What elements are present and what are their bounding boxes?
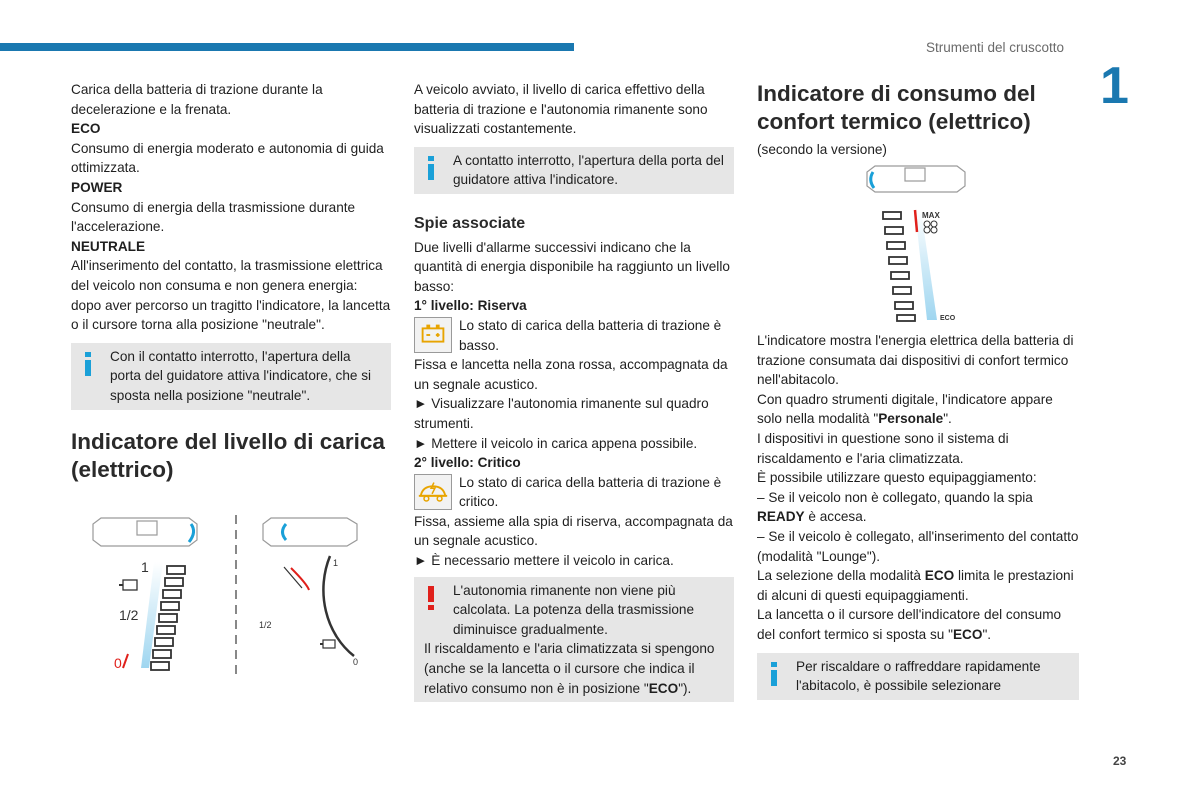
body-p3: I dispositivi in questione sono il sistema di riscaldamento e l'aria climatizzata. bbox=[757, 430, 1009, 466]
info-note-text: Con il contatto interrotto, l'apertura della porta del guidatore attiva l'indicatore, che si sposta nella posizione "neutrale". bbox=[110, 348, 372, 403]
info-icon bbox=[81, 352, 95, 376]
body-p4: È possibile utilizzare questo equipaggiamento: bbox=[757, 470, 1037, 486]
neutral-label: NEUTRALE bbox=[71, 238, 146, 254]
warning-note-text-2-pre: Il riscaldamento e l'aria climatizzata si spengono (anche se la lancetta o il cursore che indica il relativo consumo non è in posizione " bbox=[424, 641, 715, 696]
gauge-eco-label: ECO bbox=[940, 315, 956, 322]
gauge-label-one: 1 bbox=[141, 559, 149, 575]
level2-description: Lo stato di carica della batteria di trazione è critico. bbox=[459, 474, 722, 510]
info-icon bbox=[424, 156, 438, 180]
eco-label: ECO bbox=[71, 121, 101, 137]
version-subtitle: (secondo la versione) bbox=[757, 142, 887, 157]
level2-label: 2° livello: Critico bbox=[414, 455, 521, 471]
levels-intro: Due livelli d'allarme successivi indicano che la quantità di energia disponibile ha raggiunto un livello basso: bbox=[414, 239, 730, 294]
reserve-warning-icon bbox=[414, 317, 452, 353]
body-p5-post: è accesa. bbox=[804, 509, 867, 525]
body-p2 bbox=[757, 390, 1079, 429]
body-p2-post: ". bbox=[943, 411, 952, 427]
cluster-highlight-2 bbox=[283, 524, 287, 540]
gauge-label-zero: 0 bbox=[114, 655, 122, 671]
chapter-number: 1 bbox=[1100, 57, 1129, 115]
gauge-max-label: MAX bbox=[922, 211, 940, 220]
warning-note bbox=[414, 577, 734, 703]
warning-icon bbox=[424, 586, 438, 610]
column-2 bbox=[414, 80, 734, 702]
power-label: POWER bbox=[71, 179, 123, 195]
cluster-highlight bbox=[871, 172, 874, 188]
eco-text: Consumo di energia moderato e autonomia di guida ottimizzata. bbox=[71, 140, 384, 176]
level2-fixed: Fissa, assieme alla spia di riserva, accompagnata da un segnale acustico. bbox=[414, 513, 733, 549]
info-icon bbox=[767, 662, 781, 686]
column-3-body bbox=[757, 331, 1079, 700]
header-accent-bar bbox=[0, 43, 574, 51]
body-p2-bold: Personale bbox=[878, 411, 944, 427]
dial-label-half: 1/2 bbox=[259, 620, 272, 630]
cluster-display bbox=[905, 168, 925, 181]
info-note bbox=[414, 147, 734, 194]
charge-level-illustration bbox=[71, 510, 391, 680]
thermal-comfort-illustration bbox=[757, 160, 1079, 325]
level1-label: 1° livello: Riserva bbox=[414, 298, 527, 314]
associated-warnings-heading: Spie associate bbox=[414, 214, 526, 232]
regen-text: Carica della batteria di trazione durante la decelerazione e la frenata. bbox=[71, 82, 323, 117]
dial-arc bbox=[323, 556, 354, 656]
level1-description: Lo stato di carica della batteria di trazione è basso. bbox=[459, 317, 722, 353]
reserve-zone-mark bbox=[123, 654, 128, 668]
body-p2-pre: Con quadro strumenti digitale, l'indicatore appare solo nella modalità " bbox=[757, 391, 1053, 427]
body-p5 bbox=[757, 488, 1079, 527]
dial-label-one: 1 bbox=[333, 558, 339, 568]
body-p5-pre: – Se il veicolo non è collegato, quando la spia bbox=[757, 489, 1033, 505]
page-number: 23 bbox=[1113, 754, 1127, 768]
body-p8-post: ". bbox=[982, 626, 992, 642]
body-p6: – Se il veicolo è collegato, all'inserimento del contatto (modalità "Lounge"). bbox=[757, 528, 1079, 564]
neutral-text: All'inserimento del contatto, la trasmissione elettrica del veicolo non consuma e non genera energia: dopo aver percorso un tragitto l'indicatore, la lancetta o il cursore torna alla posizione "neutrale". bbox=[71, 258, 391, 333]
body-p8 bbox=[757, 605, 1079, 644]
info-note-text: Per riscaldare o raffreddare rapidamente l'abitacolo, è possibile selezionare bbox=[796, 658, 1041, 694]
level1-arrow-2: ► Mettere il veicolo in carica appena possibile. bbox=[414, 435, 698, 451]
intro-text: A veicolo avviato, il livello di carica effettivo della batteria di trazione e l'autonomia rimanente sono visualizzati costantemente. bbox=[414, 82, 708, 137]
instrument-cluster-outline bbox=[867, 166, 965, 192]
cluster-display bbox=[137, 521, 157, 535]
body-p7 bbox=[757, 566, 1079, 605]
body-p5-bold: READY bbox=[757, 509, 805, 525]
charge-level-heading: Indicatore del livello di carica (elettrico) bbox=[71, 428, 385, 482]
body-p7-post: limita le prestazioni di alcuni di questi equipaggiamenti. bbox=[757, 568, 1074, 603]
bar-gauge-segments bbox=[883, 212, 915, 321]
section-title: Strumenti del cruscotto bbox=[926, 40, 1065, 55]
info-note bbox=[757, 653, 1079, 700]
instrument-cluster-outline bbox=[93, 518, 197, 546]
info-note-text: A contatto interrotto, l'apertura della porta del guidatore attiva l'indicatore. bbox=[453, 152, 724, 188]
body-p7-pre: La selezione della modalità bbox=[757, 568, 925, 584]
cluster-highlight bbox=[189, 524, 194, 542]
column-3 bbox=[757, 80, 1079, 160]
body-p8-pre: La lancetta o il cursore dell'indicatore del consumo del confort termico si sposta su " bbox=[757, 607, 1062, 642]
fan-icon bbox=[924, 221, 937, 233]
power-text: Consumo di energia della trasmissione durante l'accelerazione. bbox=[71, 199, 356, 235]
gauge-label-half: 1/2 bbox=[119, 607, 139, 623]
warning-note-text-2 bbox=[424, 639, 726, 698]
level1-warning bbox=[414, 316, 734, 355]
info-note bbox=[71, 343, 391, 410]
level2-warning bbox=[414, 473, 734, 512]
dial-label-zero: 0 bbox=[353, 657, 359, 667]
level2-arrow: ► È necessario mettere il veicolo in carica. bbox=[414, 553, 674, 569]
body-p7-bold: ECO bbox=[924, 568, 955, 584]
column-1 bbox=[71, 80, 391, 484]
dial-battery-icon bbox=[320, 640, 335, 648]
battery-icon bbox=[119, 580, 137, 590]
critical-warning-icon bbox=[414, 474, 452, 510]
instrument-cluster-outline-2 bbox=[263, 518, 357, 546]
warning-note-text-1: L'autonomia rimanente non viene più calcolata. La potenza della trasmissione diminuisce gradualmente. bbox=[453, 582, 695, 637]
thermal-comfort-heading: Indicatore di consumo del confort termico (elettrico) bbox=[757, 81, 1036, 134]
level1-arrow-1: ► Visualizzare l'autonomia rimanente sul quadro strumenti. bbox=[414, 396, 709, 431]
level1-fixed: Fissa e lancetta nella zona rossa, accompagnata da un segnale acustico. bbox=[414, 357, 728, 392]
body-p8-bold: ECO bbox=[952, 626, 983, 642]
warning-note-text-2-post: "). bbox=[678, 680, 692, 696]
body-p1: L'indicatore mostra l'energia elettrica della batteria di trazione consumata dai dispositivi di confort termico nell'abitacolo. bbox=[757, 333, 1074, 388]
warning-note-eco: ECO bbox=[648, 680, 679, 696]
